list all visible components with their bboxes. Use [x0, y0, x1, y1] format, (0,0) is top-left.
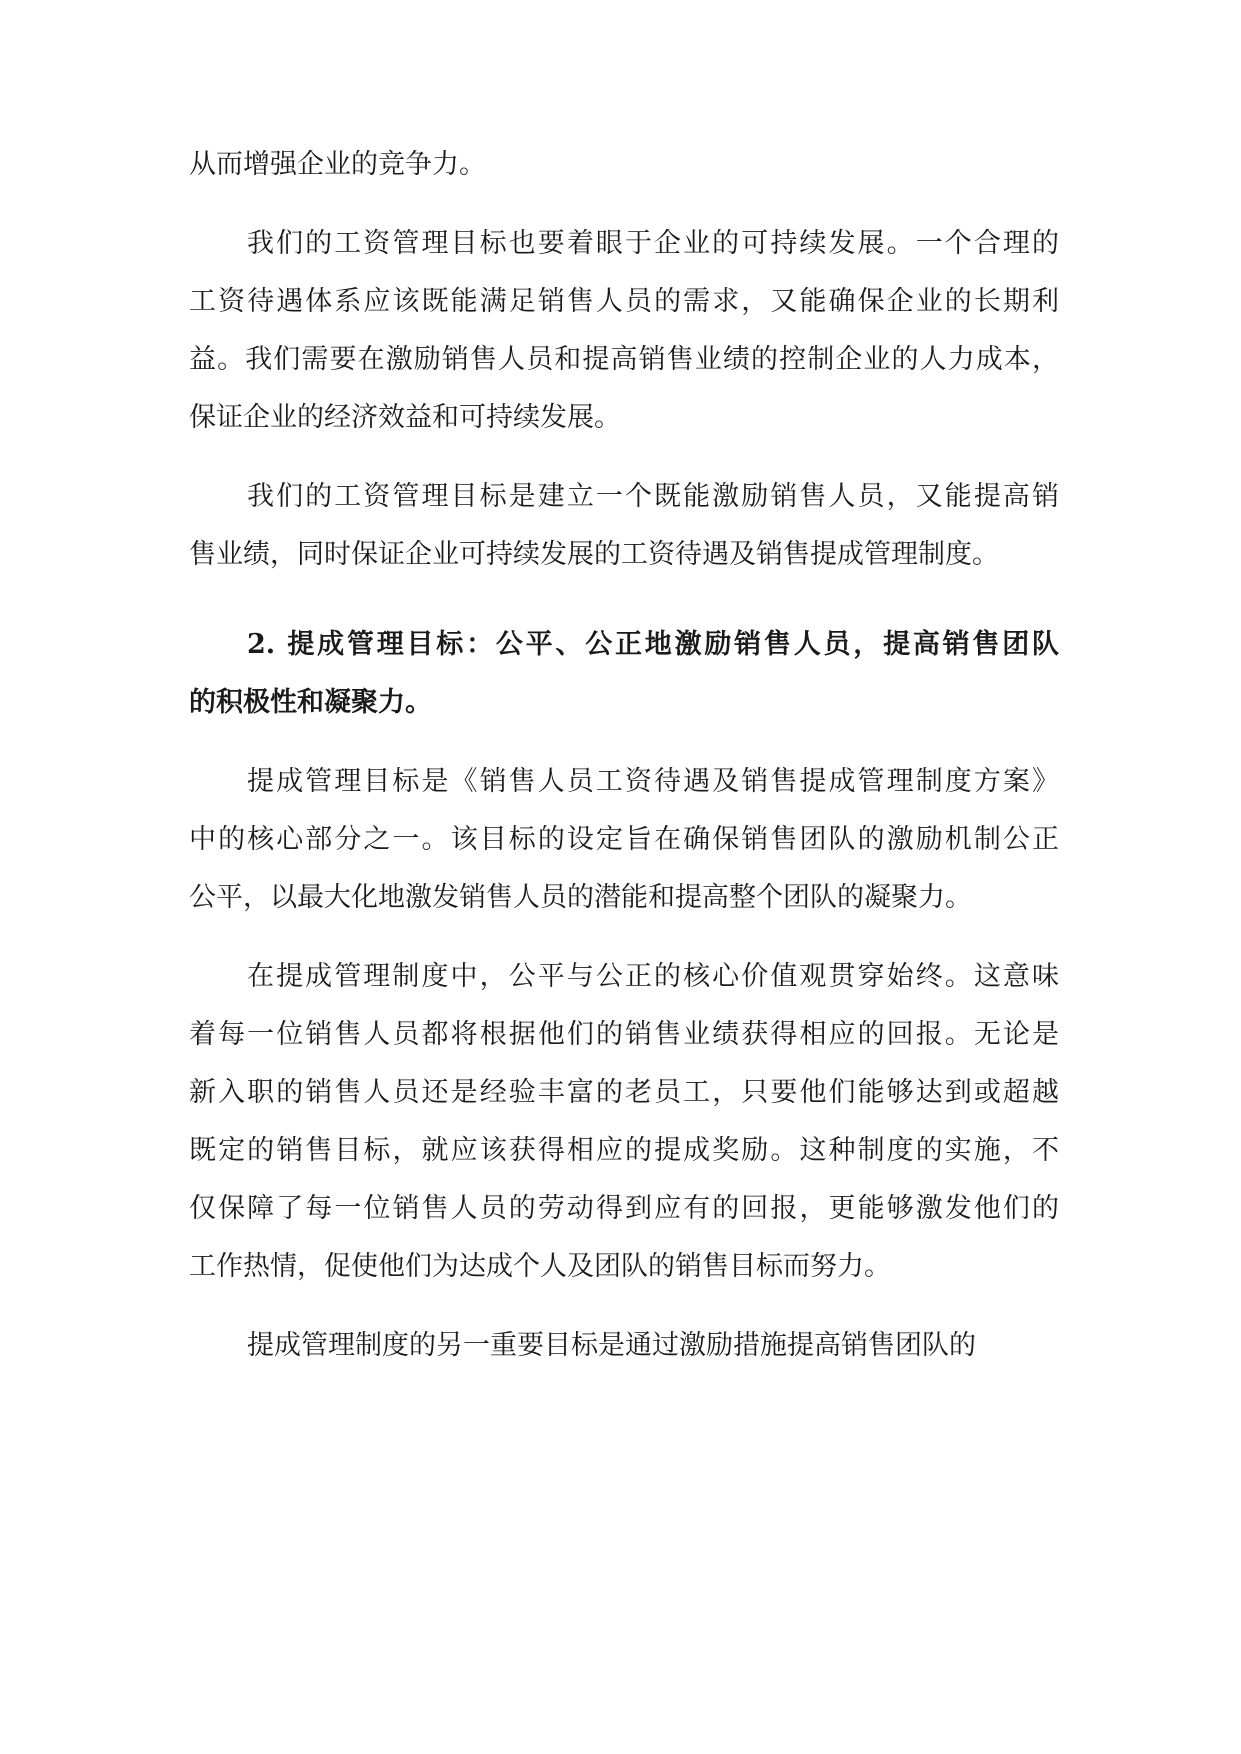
- heading-line: 2. 提成管理目标：公平、公正地激励销售人员，提高销售团队: [247, 629, 1059, 660]
- text-line: 中的核心部分之一。该目标的设定旨在确保销售团队的激励机制公正: [189, 824, 1059, 855]
- text-line: 在提成管理制度中，公平与公正的核心价值观贯穿始终。这意味: [247, 961, 1059, 992]
- document-page: [189, 136, 1059, 1375]
- text-line: 新入职的销售人员还是经验丰富的老员工，只要他们能够达到或超越: [189, 1077, 1059, 1108]
- text-line: 保证企业的经济效益和可持续发展。: [189, 402, 621, 433]
- text-line: 仅保障了每一位销售人员的劳动得到应有的回报，更能够激发他们的: [189, 1193, 1059, 1224]
- paragraph-commission-goal: [189, 753, 1059, 927]
- text-line: 从而增强企业的竞争力。: [189, 149, 486, 180]
- paragraph-continuation: [189, 136, 1059, 194]
- text-line: 既定的销售目标，就应该获得相应的提成奖励。这种制度的实施，不: [189, 1135, 1059, 1166]
- text-line: 工资待遇体系应该既能满足销售人员的需求，又能确保企业的长期利: [189, 286, 1059, 317]
- text-line: 提成管理制度的另一重要目标是通过激励措施提高销售团队的: [247, 1330, 976, 1361]
- text-line: 售业绩，同时保证企业可持续发展的工资待遇及销售提成管理制度。: [189, 539, 999, 570]
- text-line: 着每一位销售人员都将根据他们的销售业绩获得相应的回报。无论是: [189, 1019, 1059, 1050]
- text-line: 公平，以最大化地激发销售人员的潜能和提高整个团队的凝聚力。: [189, 882, 972, 913]
- text-line: 提成管理目标是《销售人员工资待遇及销售提成管理制度方案》: [247, 766, 1059, 797]
- paragraph-sustainable-development: [189, 215, 1059, 447]
- paragraph-salary-goal-summary: [189, 468, 1059, 584]
- paragraph-team-incentive: [189, 1317, 1059, 1375]
- text-line: 我们的工资管理目标是建立一个既能激励销售人员，又能提高销: [247, 481, 1059, 512]
- heading-line: 的积极性和凝聚力。: [189, 687, 432, 718]
- paragraph-fairness: [189, 948, 1059, 1296]
- text-line: 益。我们需要在激励销售人员和提高销售业绩的控制企业的人力成本，: [189, 344, 1059, 375]
- text-line: 工作热情，促使他们为达成个人及团队的销售目标而努力。: [189, 1251, 891, 1282]
- text-line: 我们的工资管理目标也要着眼于企业的可持续发展。一个合理的: [247, 228, 1059, 259]
- section-heading: [189, 616, 1059, 732]
